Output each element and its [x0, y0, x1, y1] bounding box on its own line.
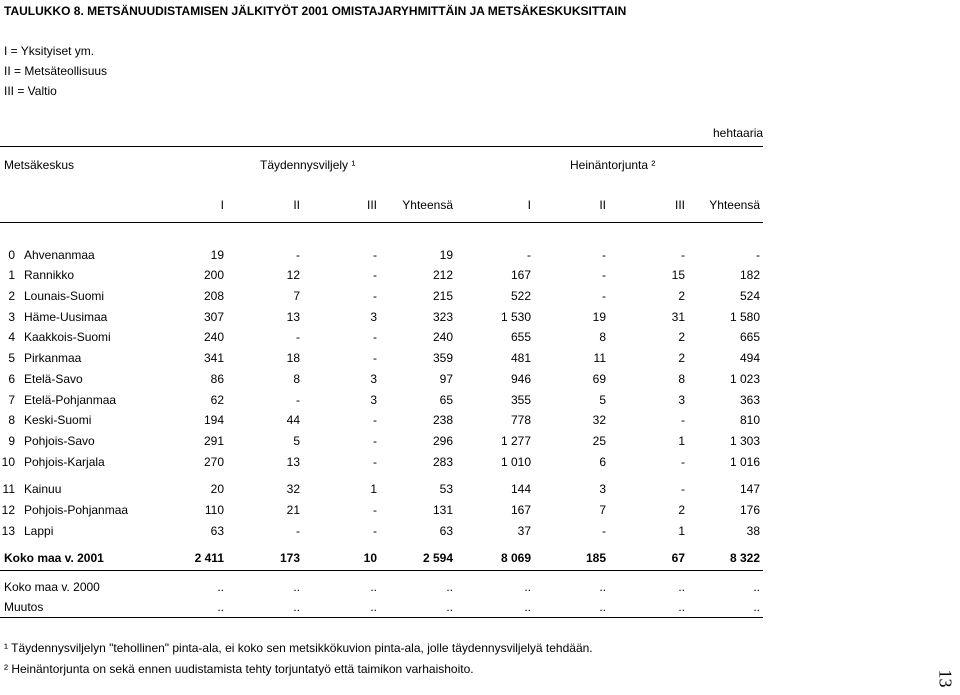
table-cell: 323 [432, 310, 453, 324]
table-cell: 131 [432, 503, 453, 517]
table-cell: - [373, 455, 377, 469]
table-cell: 15 [671, 268, 685, 282]
row-number: 1 [8, 268, 15, 282]
row-number: 11 [2, 482, 15, 496]
table-cell: - [681, 455, 685, 469]
table-cell: III [366, 198, 377, 212]
table-cell: - [602, 289, 606, 303]
table-cell: .. [446, 600, 453, 614]
table-cell: 1 023 [729, 372, 760, 386]
row-label: Keski-Suomi [24, 413, 92, 427]
table-cell: 62 [210, 393, 224, 407]
table-cell: 946 [510, 372, 531, 386]
table-cell: .. [217, 600, 224, 614]
table-cell: 63 [439, 524, 453, 538]
table-cell: 270 [203, 455, 224, 469]
table-cell: - [373, 503, 377, 517]
table-row [0, 600, 960, 618]
table-cell: 1 [678, 434, 685, 448]
table-cell: - [681, 248, 685, 262]
table-cell: 8 [678, 372, 685, 386]
table-cell: .. [370, 600, 377, 614]
table-cell: 238 [432, 413, 453, 427]
table-cell: 494 [739, 351, 760, 365]
table-cell: 182 [739, 268, 760, 282]
row-label: Etelä-Savo [24, 372, 83, 386]
legend-line: I = Yksityiset ym. [4, 44, 95, 58]
table-cell: II [293, 198, 300, 212]
table-cell: - [373, 268, 377, 282]
table-cell: 283 [432, 455, 453, 469]
table-cell: .. [446, 580, 453, 594]
table-cell: 173 [279, 551, 300, 565]
row-label: Lounais-Suomi [24, 289, 105, 303]
group1-header: Täydennysviljely ¹ [260, 158, 356, 172]
table-cell: - [296, 248, 300, 262]
table-cell: 12 [286, 268, 300, 282]
table-cell: - [373, 434, 377, 448]
table-row [0, 524, 960, 542]
table-cell: - [373, 351, 377, 365]
table-cell: 481 [510, 351, 531, 365]
row-number: 7 [8, 393, 15, 407]
row-number: 0 [8, 248, 15, 262]
table-cell: 67 [671, 551, 685, 565]
table-cell: 7 [293, 289, 300, 303]
table-cell: 1 277 [500, 434, 531, 448]
header-rule-bottom [0, 222, 763, 223]
footnote-1: ¹ Täydennysviljelyn "tehollinen" pinta-ala, ei koko sen metsikkökuvion pinta-ala, jolle täydennysviljelyä tehdään. [4, 641, 593, 655]
table-row [0, 289, 960, 307]
table-cell: 167 [510, 503, 531, 517]
table-cell: 32 [592, 413, 606, 427]
table-cell: - [756, 248, 760, 262]
table-cell: 32 [286, 482, 300, 496]
table-row [0, 482, 960, 500]
table-row [0, 503, 960, 521]
table-cell: .. [678, 580, 685, 594]
row-label: Lappi [24, 524, 54, 538]
table-cell: 13 [286, 310, 300, 324]
table-cell: Yhteensä [402, 198, 453, 212]
table-cell: - [296, 524, 300, 538]
table-cell: 185 [585, 551, 606, 565]
row-label: Pohjois-Pohjanmaa [24, 503, 129, 517]
table-cell: 2 594 [422, 551, 453, 565]
table-cell: 2 [678, 503, 685, 517]
table-cell: 212 [432, 268, 453, 282]
table-cell: 291 [203, 434, 224, 448]
table-cell: 1 303 [729, 434, 760, 448]
table-cell: .. [753, 600, 760, 614]
row-label: Ahvenanmaa [24, 248, 95, 262]
row-label: Etelä-Pohjanmaa [24, 393, 117, 407]
row-number: 13 [1, 524, 15, 538]
table-title: TAULUKKO 8. METSÄNUUDISTAMISEN JÄLKITYÖT 2001 OMISTAJARYHMITTÄIN JA METSÄKESKUKSITTAIN [4, 4, 627, 18]
row-number: 2 [8, 289, 15, 303]
table-cell: - [296, 330, 300, 344]
region-header: Metsäkeskus [4, 158, 75, 172]
column-header-row [0, 198, 960, 216]
table-cell: I [220, 198, 224, 212]
table-cell: - [373, 413, 377, 427]
table-cell: 25 [592, 434, 606, 448]
table-cell: 200 [203, 268, 224, 282]
table-cell: 69 [592, 372, 606, 386]
table-cell: - [602, 524, 606, 538]
row-number: 6 [8, 372, 15, 386]
table-row [0, 413, 960, 431]
table-row [0, 330, 960, 348]
table-cell: 6 [599, 455, 606, 469]
row-number: 4 [8, 330, 15, 344]
table-cell: 21 [286, 503, 300, 517]
table-cell: 176 [739, 503, 760, 517]
table-cell: 8 069 [500, 551, 531, 565]
table-cell: - [373, 524, 377, 538]
table-cell: 97 [439, 372, 453, 386]
table-cell: 18 [286, 351, 300, 365]
row-number: 8 [8, 413, 15, 427]
table-row [0, 434, 960, 452]
row-label: Rannikko [24, 268, 75, 282]
table-cell: .. [524, 600, 531, 614]
table-cell: - [602, 248, 606, 262]
table-cell: 522 [510, 289, 531, 303]
row-label: Kainuu [24, 482, 62, 496]
table-cell: 2 [678, 289, 685, 303]
table-cell: - [681, 413, 685, 427]
table-cell: 147 [739, 482, 760, 496]
table-cell: 655 [510, 330, 531, 344]
row-number: 5 [8, 351, 15, 365]
row-label: Pirkanmaa [24, 351, 82, 365]
table-cell: 20 [210, 482, 224, 496]
table-cell: 3 [599, 482, 606, 496]
table-cell: 167 [510, 268, 531, 282]
table-cell: .. [293, 580, 300, 594]
table-row [0, 393, 960, 411]
table-cell: 2 [678, 351, 685, 365]
table-cell: 810 [739, 413, 760, 427]
table-cell: 3 [370, 393, 377, 407]
table-cell: - [373, 248, 377, 262]
table-cell: .. [524, 580, 531, 594]
table-cell: 524 [739, 289, 760, 303]
row-number: 3 [8, 310, 15, 324]
table-cell: - [681, 482, 685, 496]
table-cell: 7 [599, 503, 606, 517]
row-label: Muutos [4, 600, 44, 614]
table-cell: 31 [671, 310, 685, 324]
table-cell: .. [599, 600, 606, 614]
table-cell: 194 [203, 413, 224, 427]
table-cell: - [602, 268, 606, 282]
table-cell: 44 [286, 413, 300, 427]
unit-label: hehtaaria [713, 126, 764, 140]
table-cell: 10 [363, 551, 377, 565]
table-cell: Yhteensä [709, 198, 760, 212]
row-number: 9 [8, 434, 15, 448]
table-cell: 53 [439, 482, 453, 496]
table-cell: - [527, 248, 531, 262]
legend-line: III = Valtio [4, 84, 57, 98]
table-cell: 296 [432, 434, 453, 448]
table-cell: 1 010 [500, 455, 531, 469]
table-cell: 208 [203, 289, 224, 303]
table-cell: 307 [203, 310, 224, 324]
table-cell: 8 [599, 330, 606, 344]
row-label: Koko maa v. 2001 [4, 551, 104, 565]
table-cell: 1 580 [729, 310, 760, 324]
table-row [0, 455, 960, 473]
row-label: Kaakkois-Suomi [24, 330, 111, 344]
table-cell: .. [370, 580, 377, 594]
header-rule-top [0, 146, 763, 147]
table-row [0, 248, 960, 266]
table-cell: 1 530 [500, 310, 531, 324]
table-cell: 1 [678, 524, 685, 538]
table-cell: 5 [599, 393, 606, 407]
table-cell: - [296, 393, 300, 407]
table-cell: 341 [203, 351, 224, 365]
table-cell: 665 [739, 330, 760, 344]
table-row [0, 580, 960, 598]
table-cell: 240 [432, 330, 453, 344]
group2-header: Heinäntorjunta ² [570, 158, 656, 172]
row-label: Häme-Uusimaa [24, 310, 108, 324]
total-rule [0, 570, 763, 571]
table-cell: 3 [370, 372, 377, 386]
table-row [0, 351, 960, 369]
table-cell: II [599, 198, 606, 212]
table-cell: 8 [293, 372, 300, 386]
table-cell: 37 [517, 524, 531, 538]
row-label: Pohjois-Savo [24, 434, 95, 448]
table-cell: 63 [210, 524, 224, 538]
table-cell: 3 [678, 393, 685, 407]
table-cell: .. [599, 580, 606, 594]
table-cell: 144 [510, 482, 531, 496]
table-row [0, 372, 960, 390]
table-row [0, 551, 960, 569]
table-cell: .. [217, 580, 224, 594]
page-number: 13 [935, 669, 956, 688]
table-cell: 1 016 [729, 455, 760, 469]
table-cell: 11 [593, 351, 606, 365]
table-cell: .. [753, 580, 760, 594]
table-cell: 363 [739, 393, 760, 407]
table-cell: 3 [370, 310, 377, 324]
table-cell: - [373, 289, 377, 303]
footnote-2: ² Heinäntorjunta on sekä ennen uudistamista tehty torjuntatyö että taimikon varhaishoito. [4, 662, 474, 676]
table-cell: 2 [678, 330, 685, 344]
table-cell: 13 [286, 455, 300, 469]
table-cell: I [527, 198, 531, 212]
table-cell: 2 411 [194, 551, 224, 565]
table-cell: 778 [510, 413, 531, 427]
table-cell: 355 [510, 393, 531, 407]
table-cell: 86 [210, 372, 224, 386]
table-cell: 65 [439, 393, 453, 407]
table-cell: 8 322 [729, 551, 760, 565]
table-cell: 19 [210, 248, 224, 262]
table-cell: .. [293, 600, 300, 614]
table-cell: 110 [204, 503, 224, 517]
table-cell: 19 [439, 248, 453, 262]
table-cell: 240 [203, 330, 224, 344]
table-cell: 359 [432, 351, 453, 365]
row-label: Koko maa v. 2000 [4, 580, 100, 594]
bottom-rule [0, 617, 763, 618]
table-row [0, 268, 960, 286]
table-cell: 38 [746, 524, 760, 538]
table-cell: III [674, 198, 685, 212]
row-label: Pohjois-Karjala [24, 455, 105, 469]
table-cell: 1 [370, 482, 377, 496]
table-cell: .. [678, 600, 685, 614]
table-cell: 19 [592, 310, 606, 324]
table-cell: 5 [293, 434, 300, 448]
legend-line: II = Metsäteollisuus [4, 64, 108, 78]
table-cell: 215 [432, 289, 453, 303]
table-cell: - [373, 330, 377, 344]
table-row [0, 310, 960, 328]
row-number: 12 [1, 503, 15, 517]
row-number: 10 [1, 455, 15, 469]
